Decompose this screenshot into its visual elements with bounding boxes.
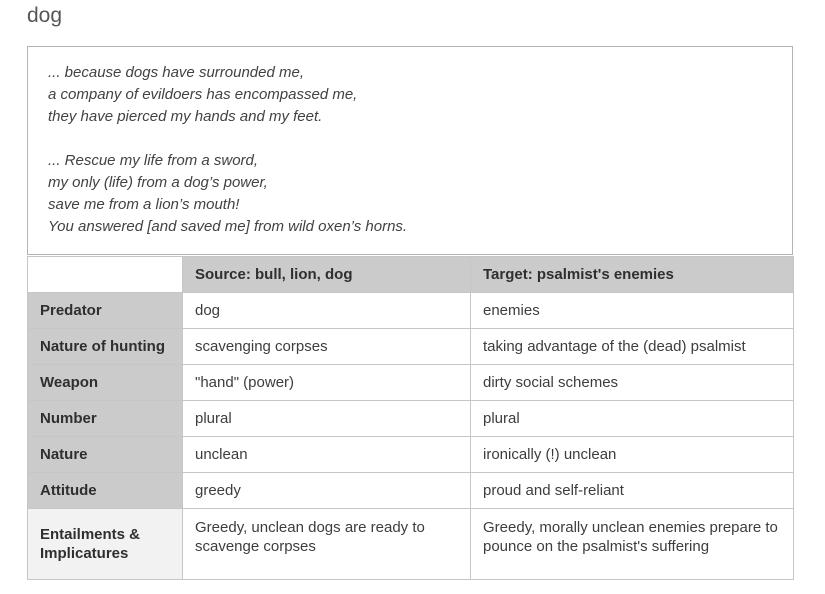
target-column-header: Target: psalmist's enemies <box>471 257 794 293</box>
quote-line: ... because dogs have surrounded me, <box>48 64 304 81</box>
psalm-quote-box <box>27 46 793 255</box>
page-title: dog <box>27 4 63 27</box>
target-value: enemies <box>471 293 794 329</box>
table-row <box>28 365 794 401</box>
table-row <box>28 437 794 473</box>
quote-line: ... Rescue my life from a sword, <box>48 152 259 169</box>
target-value: ironically (!) unclean <box>471 437 794 473</box>
target-value: dirty social schemes <box>471 365 794 401</box>
source-value: plural <box>183 401 471 437</box>
target-value: taking advantage of the (dead) psalmist <box>471 329 794 365</box>
table-row <box>28 401 794 437</box>
row-label-nature: Nature <box>28 437 183 473</box>
source-value: greedy <box>183 473 471 509</box>
quote-line: You answered [and saved me] from wild oxen’s horns. <box>48 218 408 235</box>
corner-cell <box>28 257 183 293</box>
quote-line: my only (life) from a dog’s power, <box>48 174 268 191</box>
table-row-entailments <box>28 509 794 580</box>
target-value: plural <box>471 401 794 437</box>
table-row <box>28 329 794 365</box>
quote-line: a company of evildoers has encompassed me, <box>48 86 358 103</box>
source-value: dog <box>183 293 471 329</box>
quote-line: save me from a lion’s mouth! <box>48 196 240 213</box>
quote-stanza-2 <box>48 150 772 238</box>
row-label-nature-of-hunting: Nature of hunting <box>28 329 183 365</box>
row-label-weapon: Weapon <box>28 365 183 401</box>
source-entailment-text: Greedy, unclean dogs are ready to scavenge corpses <box>183 509 471 580</box>
target-entailment-link[interactable]: Greedy, morally unclean enemies prepare to pounce on the psalmist's suffering <box>471 509 794 580</box>
source-value: unclean <box>183 437 471 473</box>
row-label-number: Number <box>28 401 183 437</box>
table-row <box>28 473 794 509</box>
table-header-row <box>28 257 794 293</box>
table-row <box>28 293 794 329</box>
target-value: proud and self-reliant <box>471 473 794 509</box>
source-value: scavenging corpses <box>183 329 471 365</box>
row-label-attitude: Attitude <box>28 473 183 509</box>
quote-stanza-1 <box>48 62 772 128</box>
source-column-header: Source: bull, lion, dog <box>183 257 471 293</box>
quote-line: they have pierced my hands and my feet. <box>48 108 323 125</box>
metaphor-analysis-table <box>27 256 794 580</box>
row-label-entailments: Entailments & Implicatures <box>28 509 183 580</box>
row-label-predator: Predator <box>28 293 183 329</box>
source-value: "hand" (power) <box>183 365 471 401</box>
